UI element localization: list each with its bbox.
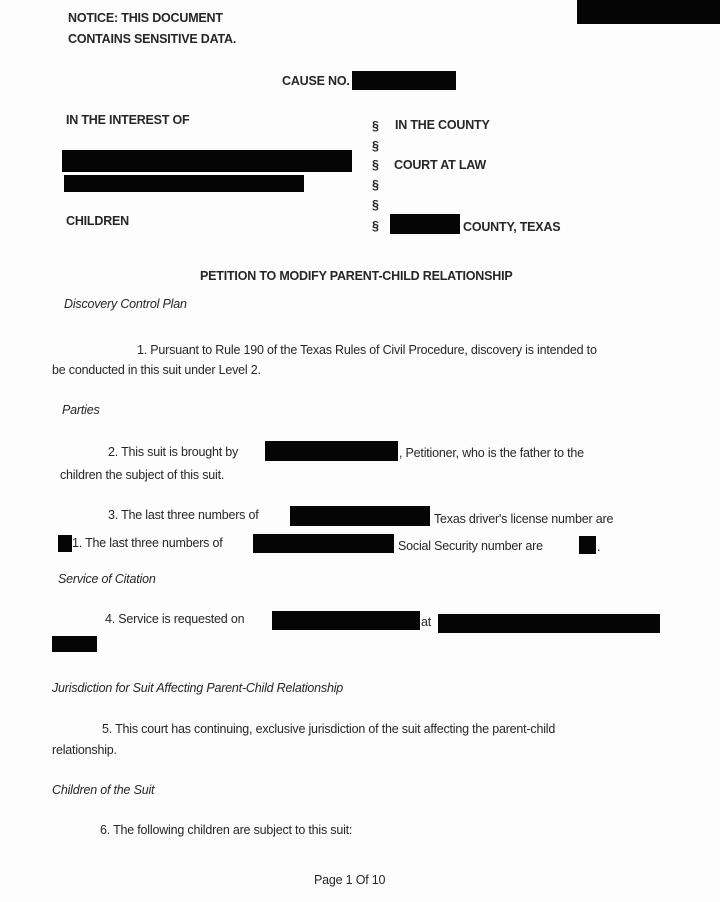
paragraph-line: 1. Pursuant to Rule 190 of the Texas Rules of Civil Procedure, discovery is intended to	[137, 343, 597, 357]
section-symbol: §	[372, 178, 379, 192]
paragraph-line: Texas driver's license number are	[434, 512, 614, 526]
section-symbol: §	[372, 119, 379, 133]
redaction	[64, 175, 304, 192]
section-symbol: §	[372, 219, 379, 233]
redaction	[52, 636, 97, 652]
redaction	[390, 214, 460, 234]
redaction	[352, 71, 456, 90]
redaction	[577, 0, 720, 24]
court-at-law: COURT AT LAW	[394, 158, 487, 172]
paragraph-line: .	[597, 540, 601, 554]
section-symbol: §	[372, 139, 379, 153]
in-the-county: IN THE COUNTY	[395, 118, 490, 132]
notice-line-1: NOTICE: THIS DOCUMENT	[68, 11, 223, 25]
section-heading: Children of the Suit	[52, 783, 155, 797]
redaction	[290, 506, 430, 526]
section-symbol: §	[372, 198, 379, 212]
paragraph-line: children the subject of this suit.	[60, 468, 225, 482]
paragraph-line: 6. The following children are subject to this suit:	[100, 823, 353, 837]
section-heading: Jurisdiction for Suit Affecting Parent-Child Relationship	[52, 681, 344, 695]
paragraph-line: relationship.	[52, 743, 117, 757]
page-number: Page 1 Of 10	[314, 873, 386, 887]
section-heading: Service of Citation	[58, 572, 156, 586]
paragraph-line: at	[421, 615, 432, 629]
paragraph-line: 2. This suit is brought by	[108, 445, 239, 459]
paragraph-line: , Petitioner, who is the father to the	[399, 446, 584, 460]
paragraph-line: Social Security number are	[398, 539, 543, 553]
redaction	[62, 150, 352, 172]
redaction	[579, 536, 596, 554]
redaction	[265, 441, 398, 461]
cause-number-label: CAUSE NO.	[282, 74, 350, 88]
section-symbol: §	[372, 158, 379, 172]
redaction	[438, 614, 660, 633]
paragraph-line: 1. The last three numbers of	[72, 536, 223, 550]
paragraph-line: 5. This court has continuing, exclusive jurisdiction of the suit affecting the parent-child	[102, 722, 556, 736]
section-heading: Parties	[62, 403, 100, 417]
interest-of-label: IN THE INTEREST OF	[66, 113, 190, 127]
paragraph-line: 4. Service is requested on	[105, 612, 245, 626]
redaction	[58, 535, 72, 552]
section-heading: Discovery Control Plan	[64, 297, 187, 311]
redaction	[253, 534, 394, 553]
county-texas: COUNTY, TEXAS	[463, 220, 561, 234]
paragraph-line: 3. The last three numbers of	[108, 508, 259, 522]
document-title: PETITION TO MODIFY PARENT-CHILD RELATIONSHIP	[200, 269, 513, 283]
paragraph-line: be conducted in this suit under Level 2.	[52, 363, 261, 377]
children-label: CHILDREN	[66, 214, 129, 228]
notice-line-2: CONTAINS SENSITIVE DATA.	[68, 32, 237, 46]
redaction	[272, 611, 420, 630]
